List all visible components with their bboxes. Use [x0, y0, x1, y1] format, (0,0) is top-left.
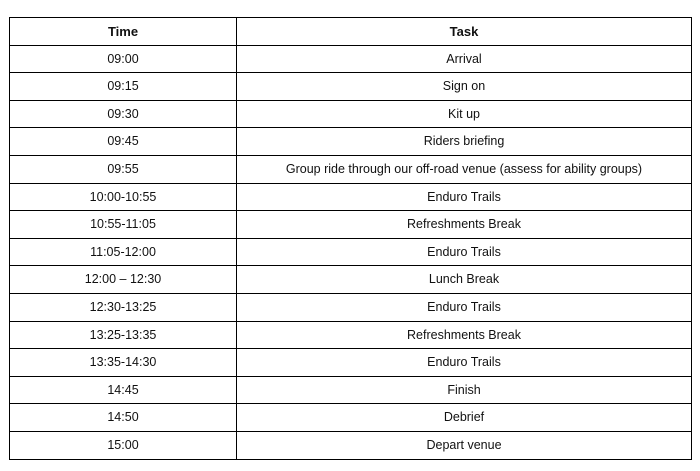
time-cell: 09:55: [10, 155, 237, 183]
table-row: [10, 238, 692, 266]
time-column-header: Time: [10, 18, 237, 46]
table-row: [10, 404, 692, 432]
header-row: [10, 18, 692, 46]
table-row: [10, 183, 692, 211]
time-cell: 12:00 – 12:30: [10, 266, 237, 294]
time-cell: 13:35-14:30: [10, 349, 237, 377]
table-row: [10, 45, 692, 73]
time-cell: 11:05-12:00: [10, 238, 237, 266]
time-cell: 09:30: [10, 100, 237, 128]
task-cell: Sign on: [237, 73, 692, 101]
table-row: [10, 211, 692, 239]
time-cell: 15:00: [10, 431, 237, 459]
table-row: [10, 266, 692, 294]
task-cell: Arrival: [237, 45, 692, 73]
task-cell: Enduro Trails: [237, 349, 692, 377]
table-row: [10, 293, 692, 321]
task-column-header: Task: [237, 18, 692, 46]
task-cell: Refreshments Break: [237, 211, 692, 239]
schedule-table: [9, 17, 692, 460]
task-cell: Enduro Trails: [237, 238, 692, 266]
table-row: [10, 349, 692, 377]
task-cell: Lunch Break: [237, 266, 692, 294]
table-row: [10, 376, 692, 404]
task-cell: Finish: [237, 376, 692, 404]
time-cell: 09:45: [10, 128, 237, 156]
task-cell: Debrief: [237, 404, 692, 432]
time-cell: 10:00-10:55: [10, 183, 237, 211]
table-row: [10, 431, 692, 459]
time-cell: 12:30-13:25: [10, 293, 237, 321]
task-cell: Refreshments Break: [237, 321, 692, 349]
time-cell: 14:50: [10, 404, 237, 432]
task-cell: Depart venue: [237, 431, 692, 459]
table-row: [10, 155, 692, 183]
time-cell: 09:00: [10, 45, 237, 73]
task-cell: Enduro Trails: [237, 293, 692, 321]
time-cell: 13:25-13:35: [10, 321, 237, 349]
task-cell: Group ride through our off-road venue (assess for ability groups): [237, 155, 692, 183]
task-cell: Enduro Trails: [237, 183, 692, 211]
table-row: [10, 73, 692, 101]
time-cell: 14:45: [10, 376, 237, 404]
task-cell: Riders briefing: [237, 128, 692, 156]
schedule-body: [10, 45, 692, 459]
table-row: [10, 100, 692, 128]
task-cell: Kit up: [237, 100, 692, 128]
table-row: [10, 128, 692, 156]
time-cell: 09:15: [10, 73, 237, 101]
table-row: [10, 321, 692, 349]
time-cell: 10:55-11:05: [10, 211, 237, 239]
